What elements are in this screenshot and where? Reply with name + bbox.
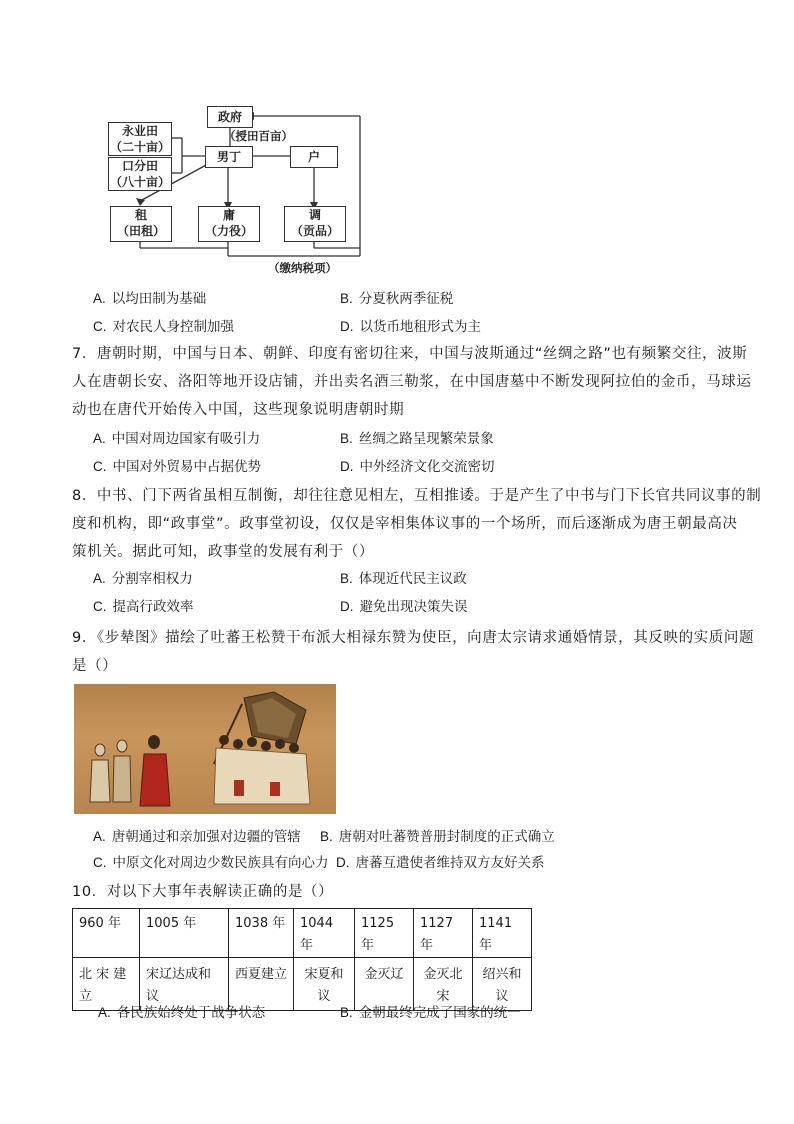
- yongye-field-box: [108, 122, 172, 156]
- q8-option-d[interactable]: D. 避免出现决策失误: [340, 599, 468, 615]
- q9-option-d[interactable]: D. 唐蕃互遣使者维持双方友好关系: [336, 855, 545, 871]
- government-box: [207, 106, 253, 128]
- koufen-field-size: （八十亩）: [109, 175, 170, 189]
- painting-figures: [74, 684, 336, 814]
- land-grant-label: （授田百亩）: [224, 129, 293, 143]
- diao-label: 调: [308, 208, 321, 222]
- q9-option-a[interactable]: A. 唐朝通过和亲加强对边疆的管辖: [93, 829, 301, 845]
- year-cell: 1038 年: [229, 909, 294, 958]
- q8-option-a[interactable]: A. 分割宰相权力: [93, 571, 193, 587]
- q10-stem: 10．对以下大事年表解读正确的是（）: [72, 884, 334, 900]
- year-cell: 1127 年: [414, 909, 473, 958]
- year-cell: 960 年: [73, 909, 140, 958]
- yong-sub: （力役）: [204, 224, 253, 238]
- tax-items-label: （缴纳税项）: [268, 261, 337, 275]
- year-cell: 1141 年: [473, 909, 532, 958]
- q9-option-c[interactable]: C. 中原文化对周边少数民族具有向心力: [93, 855, 329, 871]
- q6-option-d[interactable]: D. 以货币地租形式为主: [340, 319, 481, 335]
- year-cell: 1125 年: [355, 909, 414, 958]
- q8-option-c[interactable]: C. 提高行政效率: [93, 599, 194, 615]
- zu-label: 租: [134, 208, 147, 222]
- koufen-field-box: [108, 157, 172, 191]
- events-timeline-table: [72, 908, 532, 1011]
- household-box: [290, 146, 338, 168]
- yong-label: 庸: [222, 208, 235, 222]
- year-cell: 1044 年: [294, 909, 355, 958]
- event-cell: 宋夏和议: [294, 958, 355, 1011]
- government-label: 政府: [217, 110, 242, 124]
- q6-option-a[interactable]: A. 以均田制为基础: [93, 291, 207, 307]
- yongye-field-label: 永业田: [121, 124, 158, 138]
- zu-sub: （田租）: [116, 224, 165, 238]
- q10-option-a[interactable]: A. 各民族始终处于战争状态: [98, 1005, 266, 1021]
- event-cell: 金灭辽: [355, 958, 414, 1011]
- event-cell: 金灭北宋: [414, 958, 473, 1011]
- koufen-field-label: 口分田: [121, 159, 158, 173]
- bunian-painting-image: [74, 684, 336, 814]
- table-row-years: [73, 909, 532, 958]
- q7-stem: 7．唐朝时期，中国与日本、朝鲜、印度有密切往来，中国与波斯通过“丝绸之路”也有频繁交往，波斯 人在唐朝长安、洛阳等地开设店铺，并出卖名酒三勒浆，在中国唐墓中不断发现阿拉伯的金币，马球运 动也在唐代开始传入中国，这些现象说明唐朝时期: [72, 346, 752, 418]
- event-cell: 绍兴和议: [473, 958, 532, 1011]
- q6-option-b[interactable]: B. 分夏秋两季征税: [340, 291, 454, 307]
- zu-box: [110, 206, 172, 242]
- q9-option-b[interactable]: B. 唐朝对吐蕃赞普册封制度的正式确立: [320, 829, 555, 845]
- diao-sub: （贡品）: [290, 224, 339, 238]
- event-cell: 西夏建立: [229, 958, 294, 1011]
- q8-stem: 8．中书、门下两省虽相互制衡，却往往意见相左，互相推诿。于是产生了中书与门下长官共同议事的制 度和机构，即“政事堂”。政事堂初设，仅仅是宰相集体议事的一个场所，而后逐渐成为唐王朝最高决 策机关。据此可知，政事堂的发展有利于（）: [72, 488, 762, 560]
- q7-option-a[interactable]: A. 中国对周边国家有吸引力: [93, 431, 261, 447]
- q7-option-b[interactable]: B. 丝绸之路呈现繁荣景象: [340, 431, 494, 447]
- q7-option-d[interactable]: D. 中外经济文化交流密切: [340, 459, 495, 475]
- yong-box: [198, 206, 260, 242]
- adult-male-label: 男丁: [216, 150, 241, 164]
- q7-option-c[interactable]: C. 中国对外贸易中占据优势: [93, 459, 261, 475]
- event-cell: 宋辽达成和议: [140, 958, 229, 1011]
- q9-stem: 9．《步辇图》描绘了吐蕃王松赞干布派大相禄东赞为使臣，向唐太宗请求通婚情景，其反映的实质问题 是（）: [72, 630, 755, 674]
- q10-option-b[interactable]: B. 金朝最终完成了国家的统一: [340, 1005, 521, 1021]
- q6-option-c[interactable]: C. 对农民人身控制加强: [93, 319, 234, 335]
- yongye-field-size: （二十亩）: [109, 140, 170, 154]
- event-cell: 北 宋 建立: [73, 958, 140, 1011]
- diao-box: [284, 206, 346, 242]
- year-cell: 1005 年: [140, 909, 229, 958]
- q8-option-b[interactable]: B. 体现近代民主议政: [340, 571, 467, 587]
- household-label: 户: [307, 150, 320, 164]
- adult-male-box: [205, 146, 253, 168]
